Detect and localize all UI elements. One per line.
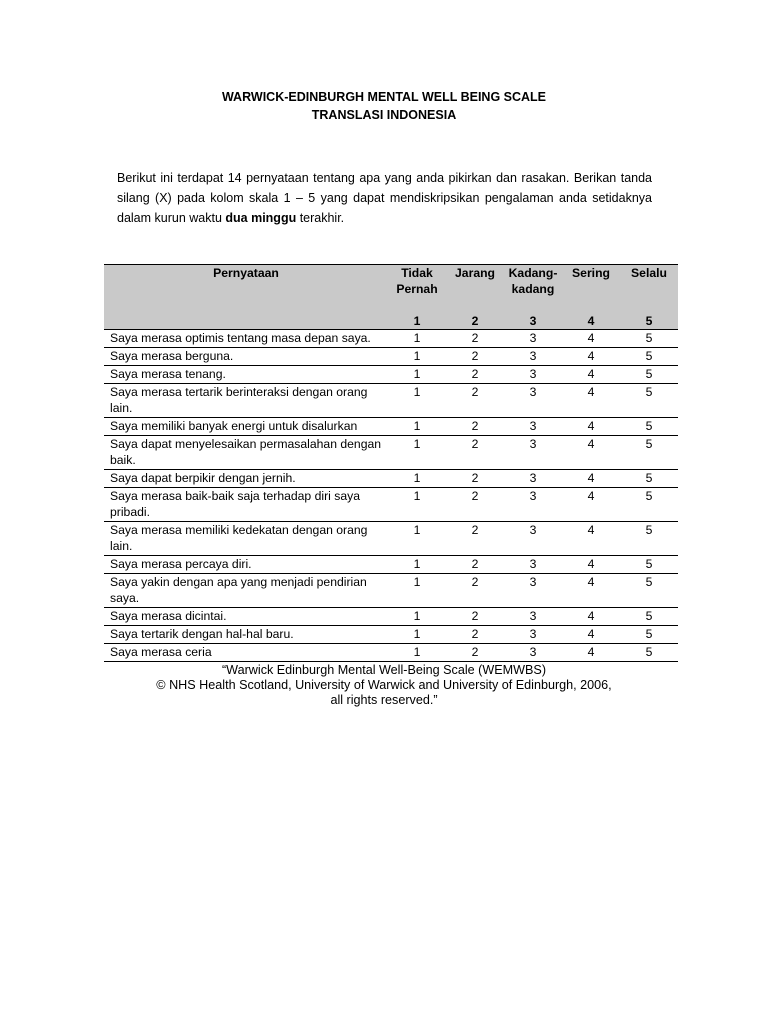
- scale-option-cell[interactable]: 3: [504, 488, 562, 522]
- table-row: [104, 644, 678, 662]
- statement-cell: Saya merasa memiliki kedekatan dengan orang lain.: [104, 522, 388, 556]
- scale-option-cell[interactable]: 1: [388, 330, 446, 348]
- scale-option-cell[interactable]: 1: [388, 522, 446, 556]
- table-row: [104, 574, 678, 608]
- scale-option-cell[interactable]: 2: [446, 418, 504, 436]
- scale-option-cell[interactable]: 5: [620, 418, 678, 436]
- table-row: [104, 436, 678, 470]
- scale-option-cell[interactable]: 1: [388, 608, 446, 626]
- table-row: [104, 418, 678, 436]
- table-row: [104, 626, 678, 644]
- scale-option-cell[interactable]: 2: [446, 626, 504, 644]
- scale-option-cell[interactable]: 3: [504, 626, 562, 644]
- scale-option-cell[interactable]: 2: [446, 574, 504, 608]
- table-row: [104, 366, 678, 384]
- scale-option-cell[interactable]: 2: [446, 384, 504, 418]
- scale-option-cell[interactable]: 1: [388, 488, 446, 522]
- scale-option-cell[interactable]: 2: [446, 644, 504, 662]
- header-always: Selalu 5: [620, 265, 678, 330]
- scale-option-cell[interactable]: 4: [562, 574, 620, 608]
- scale-option-cell[interactable]: 3: [504, 348, 562, 366]
- scale-option-cell[interactable]: 4: [562, 556, 620, 574]
- scale-option-cell[interactable]: 1: [388, 556, 446, 574]
- scale-option-cell[interactable]: 5: [620, 384, 678, 418]
- statement-cell: Saya merasa tertarik berinteraksi dengan orang lain.: [104, 384, 388, 418]
- statement-cell: Saya memiliki banyak energi untuk disalurkan: [104, 418, 388, 436]
- scale-option-cell[interactable]: 3: [504, 470, 562, 488]
- statement-cell: Saya tertarik dengan hal-hal baru.: [104, 626, 388, 644]
- table-row: [104, 556, 678, 574]
- statement-cell: Saya merasa baik-baik saja terhadap diri saya pribadi.: [104, 488, 388, 522]
- table-row: [104, 384, 678, 418]
- scale-option-cell[interactable]: 4: [562, 488, 620, 522]
- scale-option-cell[interactable]: 4: [562, 470, 620, 488]
- scale-option-cell[interactable]: 1: [388, 626, 446, 644]
- scale-option-cell[interactable]: 1: [388, 418, 446, 436]
- scale-option-cell[interactable]: 2: [446, 366, 504, 384]
- scale-option-cell[interactable]: 4: [562, 330, 620, 348]
- statement-cell: Saya merasa percaya diri.: [104, 556, 388, 574]
- scale-option-cell[interactable]: 3: [504, 418, 562, 436]
- scale-option-cell[interactable]: 5: [620, 644, 678, 662]
- scale-option-cell[interactable]: 4: [562, 522, 620, 556]
- scale-option-cell[interactable]: 2: [446, 470, 504, 488]
- scale-option-cell[interactable]: 5: [620, 330, 678, 348]
- scale-option-cell[interactable]: 3: [504, 574, 562, 608]
- table-header-row: [104, 265, 678, 330]
- scale-option-cell[interactable]: 5: [620, 522, 678, 556]
- document-title: [0, 88, 768, 124]
- scale-option-cell[interactable]: 3: [504, 436, 562, 470]
- scale-option-cell[interactable]: 3: [504, 366, 562, 384]
- statement-cell: Saya dapat berpikir dengan jernih.: [104, 470, 388, 488]
- scale-option-cell[interactable]: 4: [562, 366, 620, 384]
- footer-line-3: all rights reserved.”: [330, 693, 438, 707]
- statement-cell: Saya dapat menyelesaikan permasalahan dengan baik.: [104, 436, 388, 470]
- scale-option-cell[interactable]: 5: [620, 436, 678, 470]
- scale-option-cell[interactable]: 1: [388, 470, 446, 488]
- intro-text-2: terakhir.: [296, 211, 345, 225]
- statement-cell: Saya merasa berguna.: [104, 348, 388, 366]
- header-sometimes: Kadang-kadang 3: [504, 265, 562, 330]
- scale-option-cell[interactable]: 4: [562, 418, 620, 436]
- scale-option-cell[interactable]: 3: [504, 522, 562, 556]
- copyright-footer: [0, 663, 768, 708]
- scale-option-cell[interactable]: 2: [446, 556, 504, 574]
- scale-option-cell[interactable]: 4: [562, 384, 620, 418]
- scale-option-cell[interactable]: 4: [562, 626, 620, 644]
- title-line-1: WARWICK-EDINBURGH MENTAL WELL BEING SCALE: [221, 90, 547, 104]
- scale-option-cell[interactable]: 2: [446, 608, 504, 626]
- scale-option-cell[interactable]: 5: [620, 470, 678, 488]
- scale-option-cell[interactable]: 5: [620, 556, 678, 574]
- scale-option-cell[interactable]: 4: [562, 436, 620, 470]
- header-often: Sering 4: [562, 265, 620, 330]
- table-row: [104, 488, 678, 522]
- table-row: [104, 608, 678, 626]
- statement-cell: Saya merasa ceria: [104, 644, 388, 662]
- table-row: [104, 522, 678, 556]
- scale-option-cell[interactable]: 1: [388, 436, 446, 470]
- table-row: [104, 348, 678, 366]
- statement-cell: Saya merasa dicintai.: [104, 608, 388, 626]
- intro-bold-text: dua minggu: [225, 211, 297, 225]
- scale-option-cell[interactable]: 5: [620, 348, 678, 366]
- scale-option-cell[interactable]: 5: [620, 626, 678, 644]
- scale-option-cell[interactable]: 3: [504, 330, 562, 348]
- scale-option-cell[interactable]: 4: [562, 348, 620, 366]
- scale-option-cell[interactable]: 5: [620, 366, 678, 384]
- statement-cell: Saya merasa optimis tentang masa depan saya.: [104, 330, 388, 348]
- scale-option-cell[interactable]: 1: [388, 574, 446, 608]
- scale-option-cell[interactable]: 5: [620, 574, 678, 608]
- statement-cell: Saya merasa tenang.: [104, 366, 388, 384]
- scale-option-cell[interactable]: 2: [446, 330, 504, 348]
- footer-line-2: © NHS Health Scotland, University of Warwick and University of Edinburgh, 2006,: [156, 678, 612, 692]
- scale-option-cell[interactable]: 2: [446, 522, 504, 556]
- scale-option-cell[interactable]: 4: [562, 644, 620, 662]
- scale-option-cell[interactable]: 2: [446, 348, 504, 366]
- scale-option-cell[interactable]: 1: [388, 366, 446, 384]
- scale-option-cell[interactable]: 2: [446, 488, 504, 522]
- table-row: [104, 330, 678, 348]
- scale-option-cell[interactable]: 1: [388, 384, 446, 418]
- scale-option-cell[interactable]: 1: [388, 644, 446, 662]
- statement-cell: Saya yakin dengan apa yang menjadi pendirian saya.: [104, 574, 388, 608]
- scale-option-cell[interactable]: 3: [504, 608, 562, 626]
- scale-option-cell[interactable]: 3: [504, 556, 562, 574]
- header-rarely: Jarang 2: [446, 265, 504, 330]
- title-line-2: TRANSLASI INDONESIA: [311, 108, 457, 122]
- scale-option-cell[interactable]: 3: [504, 384, 562, 418]
- scale-option-cell[interactable]: 5: [620, 608, 678, 626]
- scale-option-cell[interactable]: 3: [504, 644, 562, 662]
- intro-paragraph: [117, 168, 652, 228]
- footer-line-1: “Warwick Edinburgh Mental Well-Being Scale (WEMWBS): [221, 663, 547, 677]
- intro-text-1: Berikut ini terdapat 14 pernyataan tentang apa yang anda pikirkan dan rasakan. Berikan tanda silang (X) pada kolom skala 1 – 5 yang dapat mendiskripsikan pengalaman anda setidaknya dalam kurun waktu: [117, 171, 652, 225]
- table-row: [104, 470, 678, 488]
- scale-option-cell[interactable]: 2: [446, 436, 504, 470]
- scale-option-cell[interactable]: 1: [388, 348, 446, 366]
- header-never: Tidak Pernah 1: [388, 265, 446, 330]
- header-statement: Pernyataan: [104, 265, 388, 330]
- scale-option-cell[interactable]: 4: [562, 608, 620, 626]
- scale-option-cell[interactable]: 5: [620, 488, 678, 522]
- scale-table: [104, 264, 678, 662]
